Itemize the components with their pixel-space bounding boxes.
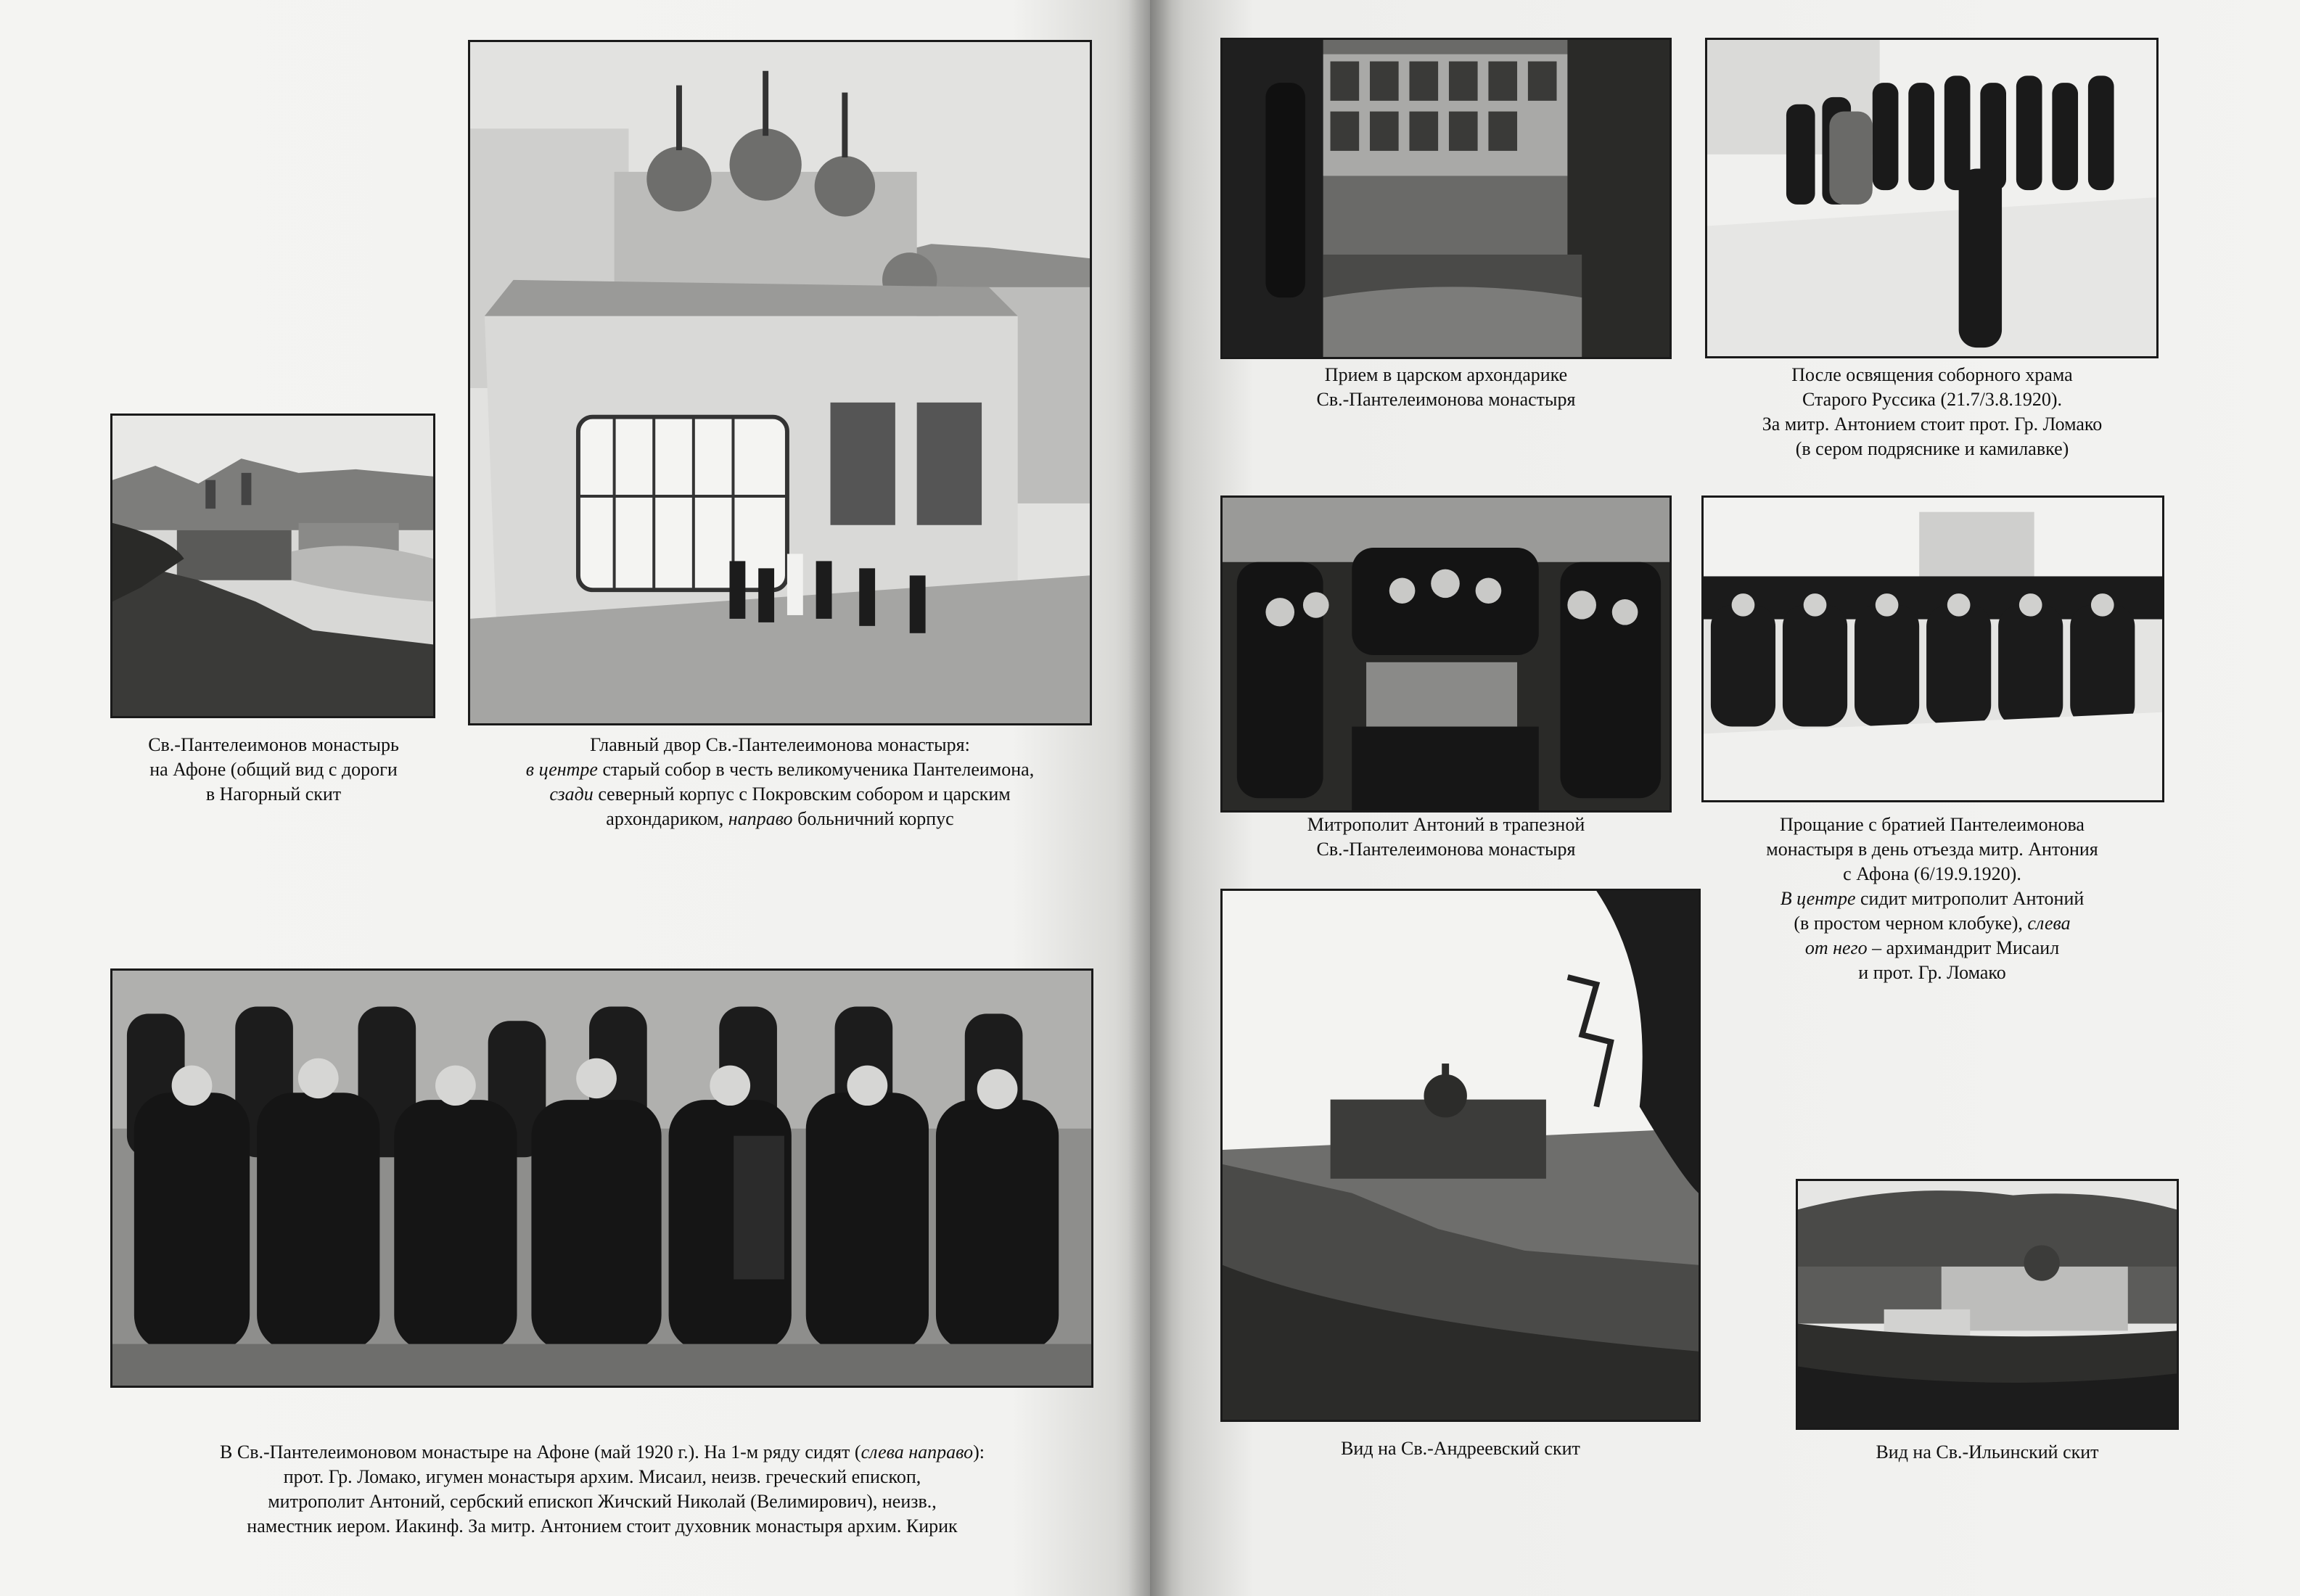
caption-line: Св.-Пантелеимонова монастыря (1316, 839, 1576, 860)
caption-line: Старого Руссика (21.7/3.8.1920). (1802, 389, 2062, 410)
photo-reception (1220, 38, 1672, 359)
caption-line: За митр. Антонием стоит прот. Гр. Ломако (1762, 414, 2103, 435)
caption-main-courtyard (450, 733, 1110, 831)
caption-text: сидит митрополит Антоний (1855, 888, 2085, 909)
caption-refectory (1212, 813, 1680, 862)
caption-line: Прием в царском архондарике (1324, 364, 1568, 385)
book-gutter (1128, 0, 1172, 1596)
caption-emphasis: сзади (549, 783, 594, 805)
photo-refectory (1220, 495, 1672, 813)
caption-st-elijah-skete (1781, 1440, 2193, 1465)
caption-emphasis: направо (728, 808, 793, 829)
caption-line (1687, 911, 2177, 936)
caption-emphasis: В центре (1780, 888, 1856, 909)
caption-line: (в сером подряснике и камилавке) (1795, 438, 2069, 459)
caption-line: Прощание с братией Пантелеимонова (1780, 814, 2085, 835)
caption-line (102, 1440, 1103, 1465)
caption-line: Вид на Св.-Ильинский скит (1876, 1441, 2099, 1463)
caption-line: Св.-Пантелеимонова монастыря (1316, 389, 1576, 410)
caption-text: северный корпус с Покровским собором и царским (593, 783, 1011, 805)
caption-line: в Нагорный скит (205, 783, 342, 805)
caption-line (450, 782, 1110, 807)
caption-line: митрополит Антоний, сербский епископ Жичский Николай (Велимирович), неизв., (268, 1491, 937, 1512)
caption-text: (в простом черном клобуке), (1794, 913, 2028, 934)
caption-text: В Св.-Пантелеимоновом монастыре на Афоне (май 1920 г.). На 1-м ряду сидят ( (220, 1441, 861, 1463)
caption-reception (1212, 363, 1680, 412)
caption-text: больничний корпус (792, 808, 954, 829)
caption-line (1687, 887, 2177, 911)
caption-line: наместник иером. Иакинф. За митр. Антонием стоит духовник монастыря архим. Кирик (247, 1515, 958, 1537)
photo-monastery-general-view (110, 414, 435, 718)
caption-line: Вид на Св.-Андреевский скит (1341, 1438, 1580, 1459)
caption-text: старый собор в честь великомученика Пантелеимона, (597, 759, 1035, 780)
caption-line: Св.-Пантелеимонов монастырь (148, 734, 399, 755)
caption-line (450, 807, 1110, 831)
caption-text: – архимандрит Мисаил (1867, 937, 2060, 958)
caption-line: После освящения соборного храма (1791, 364, 2073, 385)
photo-st-elijah-skete (1796, 1179, 2179, 1430)
caption-line: прот. Гр. Ломако, игумен монастыря архим. Мисаил, неизв. греческий епископ, (283, 1466, 921, 1487)
caption-text: архондариком, (606, 808, 728, 829)
caption-line: монастыря в день отъезда митр. Антония (1766, 839, 2098, 860)
caption-consecration (1687, 363, 2177, 461)
caption-st-andrew-skete (1212, 1436, 1709, 1461)
caption-group-portrait (102, 1440, 1103, 1539)
photo-consecration (1705, 38, 2159, 358)
caption-line: Митрополит Антоний в трапезной (1307, 814, 1585, 835)
photo-main-courtyard (468, 40, 1092, 725)
photo-farewell (1701, 495, 2164, 802)
caption-emphasis: в центре (525, 759, 598, 780)
right-page (1150, 0, 2300, 1596)
caption-line: и прот. Гр. Ломако (1858, 962, 2006, 983)
caption-emphasis: слева (2027, 913, 2071, 934)
caption-line (450, 757, 1110, 782)
caption-line (1687, 936, 2177, 961)
caption-line: на Афоне (общий вид с дороги (149, 759, 398, 780)
caption-monastery-general-view (103, 733, 444, 807)
photo-st-andrew-skete (1220, 889, 1701, 1422)
caption-emphasis: от него (1804, 937, 1868, 958)
caption-line: с Афона (6/19.9.1920). (1843, 863, 2021, 884)
caption-line: Главный двор Св.-Пантелеимонова монастыря: (590, 734, 970, 755)
photo-group-portrait (110, 968, 1093, 1388)
caption-text: ): (973, 1441, 985, 1463)
caption-farewell (1687, 813, 2177, 985)
caption-emphasis: слева направо (861, 1441, 974, 1463)
